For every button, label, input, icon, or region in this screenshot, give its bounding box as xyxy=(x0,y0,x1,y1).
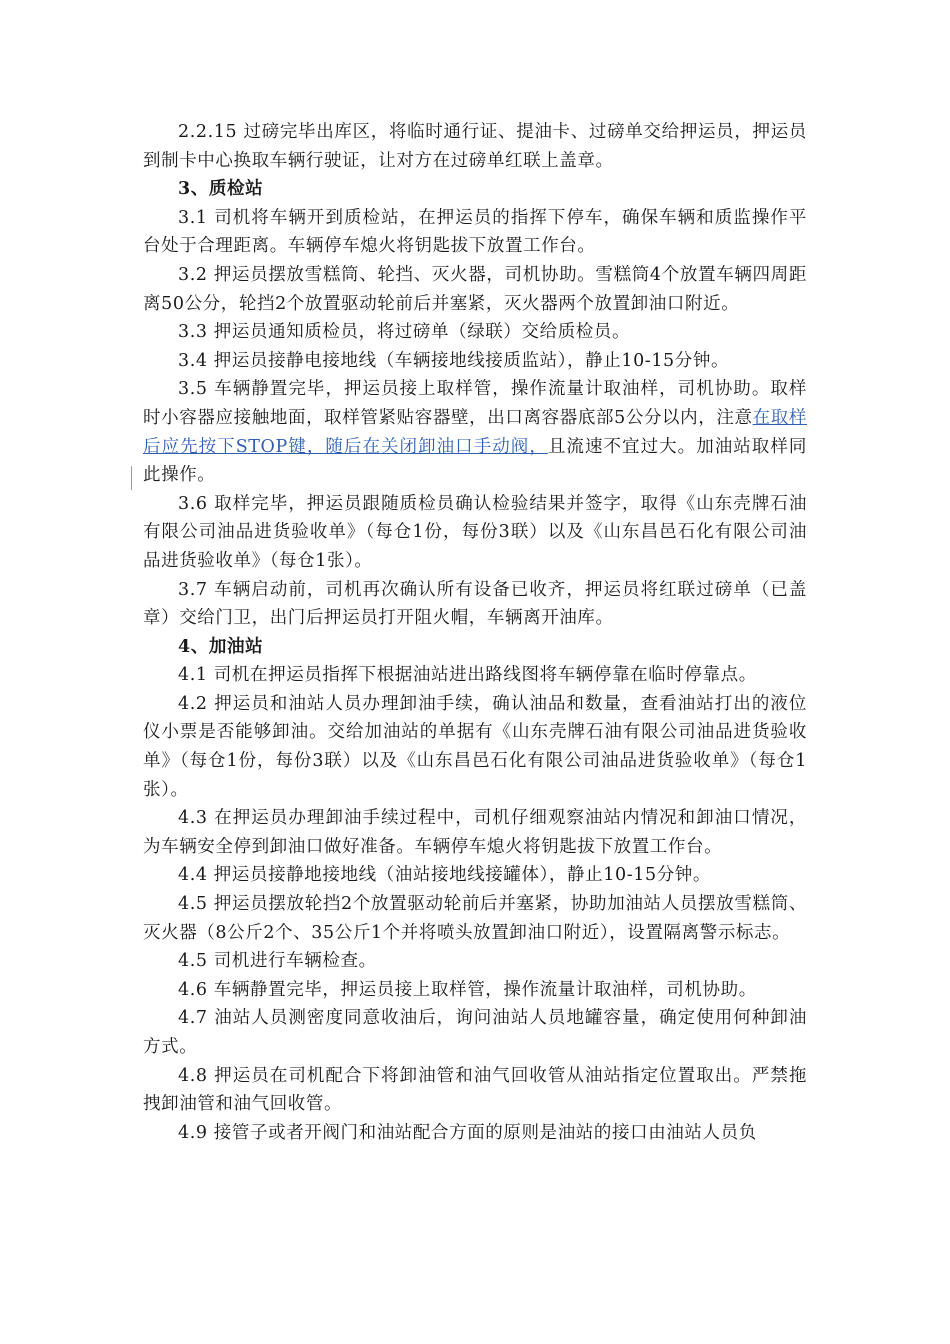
revision-bar xyxy=(131,466,132,490)
paragraph-4-8: 4.8 押运员在司机配合下将卸油管和油气回收管从油站指定位置取出。严禁拖拽卸油管和油气回收管。 xyxy=(143,1065,807,1115)
paragraph-3-5-text-a: 3.5 车辆静置完毕，押运员接上取样管，操作流量计取油样，司机协助。取样时小容器应接触地面，取样管紧贴容器壁，出口离容器底部5公分以内，注意 xyxy=(143,379,807,428)
tracked-change-insertion: 在取样后应先按下STOP键，随后在关闭卸油口手动阀， xyxy=(143,407,807,457)
paragraph-3-5-text-b: 且流速不宜过大。加油站取样同此操作。 xyxy=(143,436,807,486)
paragraph-4-3: 4.3 在押运员办理卸油手续过程中，司机仔细观察油站内情况和卸油口情况，为车辆安全停到卸油口做好准备。车辆停车熄火将钥匙拔下放置工作台。 xyxy=(143,808,807,857)
paragraph-3-1: 3.1 司机将车辆开到质检站，在押运员的指挥下停车，确保车辆和质监操作平台处于合理距离。车辆停车熄火将钥匙拔下放置工作台。 xyxy=(143,207,807,257)
paragraph-3-7: 3.7 车辆启动前，司机再次确认所有设备已收齐，押运员将红联过磅单（已盖章）交给门卫，出门后押运员打开阻火帽，车辆离开油库。 xyxy=(143,579,807,629)
paragraph-4-4: 4.4 押运员接静地接地线（油站接地线接罐体），静止10-15分钟。 xyxy=(178,865,711,886)
paragraph-4-1: 4.1 司机在押运员指挥下根据油站进出路线图将车辆停靠在临时停靠点。 xyxy=(178,665,757,686)
paragraph-4-2: 4.2 押运员和油站人员办理卸油手续，确认油品和数量，查看油站打出的液位仪小票是否能够卸油。交给加油站的单据有《山东壳牌石油有限公司油品进货验收单》（每仓1份，每份3联）以及《山东昌邑石化有限公司油品进货验收单》（每仓1张）。 xyxy=(143,693,807,800)
paragraph-3-4: 3.4 押运员接静电接地线（车辆接地线接质监站），静止10-15分钟。 xyxy=(178,350,730,371)
document-page xyxy=(143,118,807,1147)
paragraph-4-9: 4.9 接管子或者开阀门和油站配合方面的原则是油站的接口由油站人员负 xyxy=(178,1122,757,1143)
section-heading-4: 4、加油站 xyxy=(178,636,264,657)
paragraph-3-5 xyxy=(143,375,807,489)
paragraph-4-7: 4.7 油站人员测密度同意收油后，询问油站人员地罐容量，确定使用何种卸油方式。 xyxy=(143,1008,807,1057)
paragraph-3-3: 3.3 押运员通知质检员，将过磅单（绿联）交给质检员。 xyxy=(178,322,631,343)
paragraph-2-2-15: 2.2.15 过磅完毕出库区，将临时通行证、提油卡、过磅单交给押运员，押运员到制卡中心换取车辆行驶证，让对方在过磅单红联上盖章。 xyxy=(143,122,807,171)
paragraph-3-2: 3.2 押运员摆放雪糕筒、轮挡、灭火器，司机协助。雪糕筒4个放置车辆四周距离50公分，轮挡2个放置驱动轮前后并塞紧，灭火器两个放置卸油口附近。 xyxy=(143,264,807,314)
paragraph-4-5-check: 4.5 司机进行车辆检查。 xyxy=(178,951,377,972)
paragraph-4-5: 4.5 押运员摆放轮挡2个放置驱动轮前后并塞紧，协助加油站人员摆放雪糕筒、灭火器（8公斤2个、35公斤1个并将喷头放置卸油口附近），设置隔离警示标志。 xyxy=(143,894,807,943)
paragraph-4-6: 4.6 车辆静置完毕，押运员接上取样管，操作流量计取油样，司机协助。 xyxy=(178,979,757,1000)
paragraph-3-6: 3.6 取样完毕，押运员跟随质检员确认检验结果并签字，取得《山东壳牌石油有限公司油品进货验收单》（每仓1份，每份3联）以及《山东昌邑石化有限公司油品进货验收单》（每仓1张）。 xyxy=(143,493,807,571)
section-heading-3: 3、质检站 xyxy=(178,179,264,200)
